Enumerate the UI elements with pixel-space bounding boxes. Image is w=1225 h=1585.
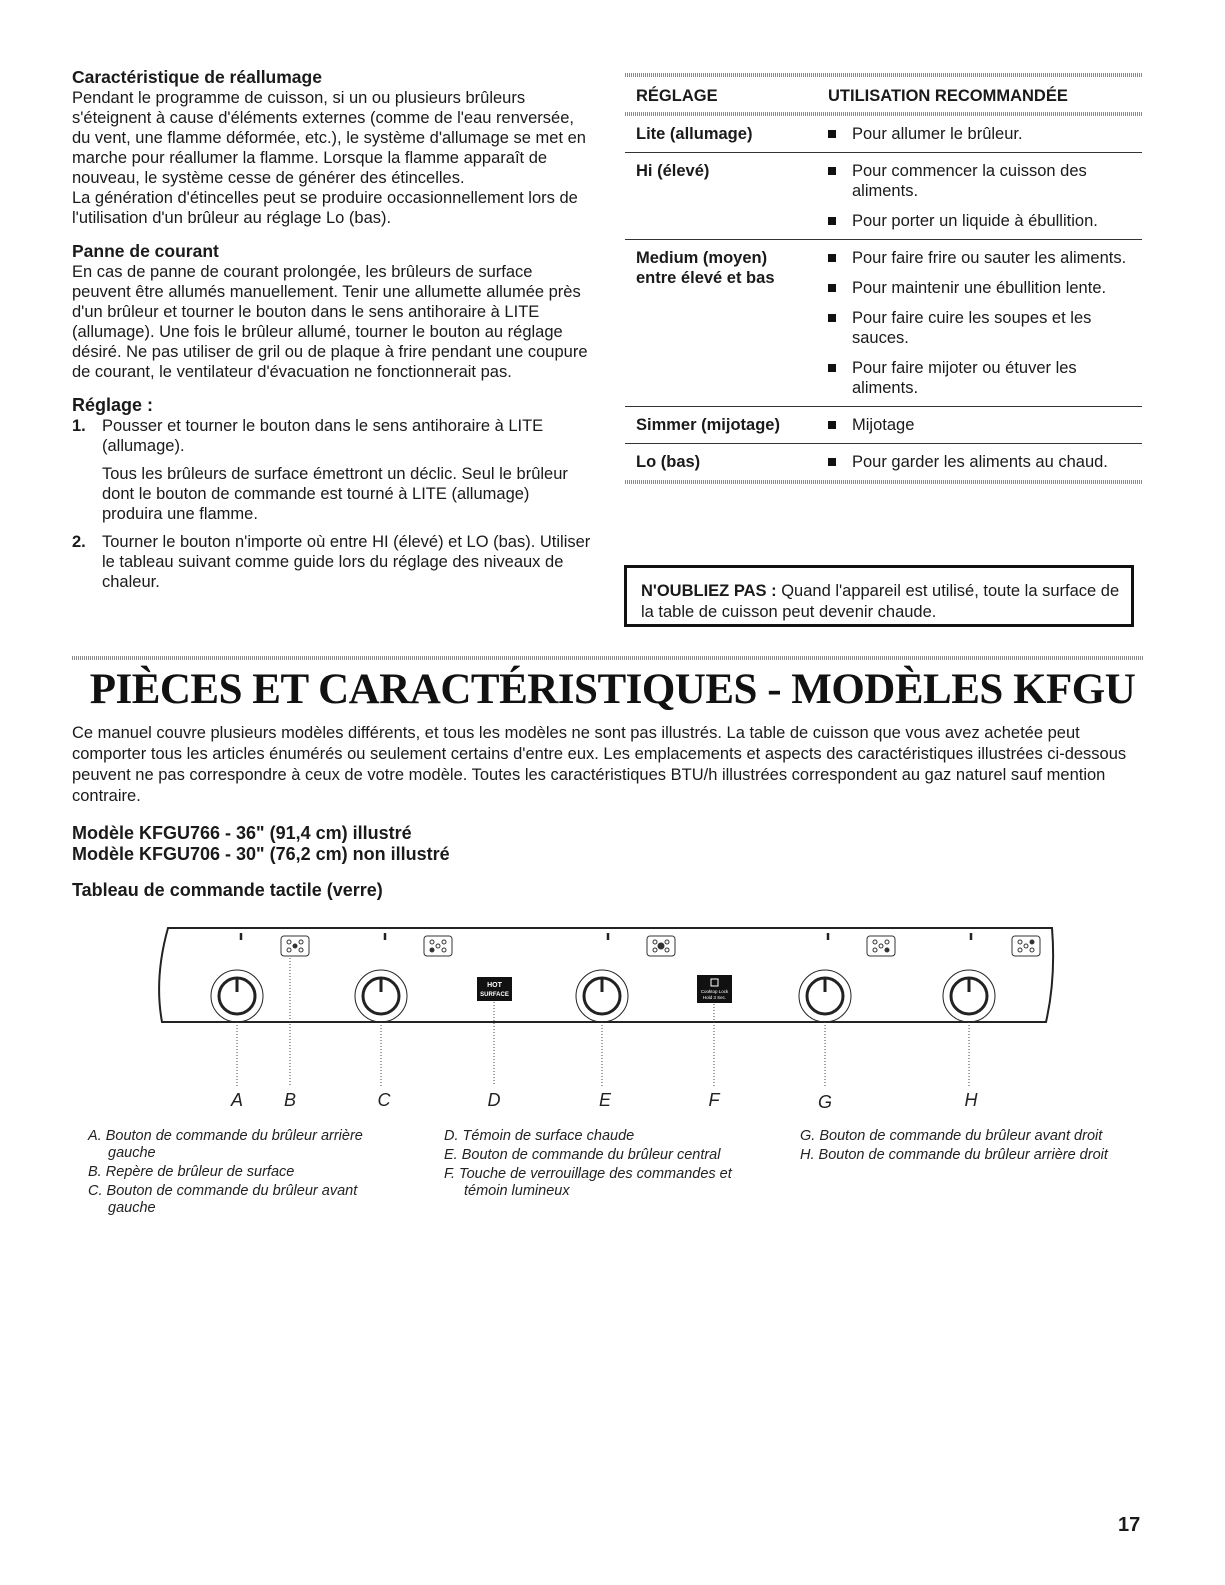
page-number: 17 [1118,1514,1141,1536]
control-panel-diagram [150,918,1060,1118]
hot-label: HOT [487,982,502,989]
row-label: Hi (élevé) [636,162,710,180]
surface-burner-marker-icon [1012,936,1040,956]
reminder-box [624,565,1134,627]
step-item [72,416,592,524]
reignition-heading: Caractéristique de réallumage [72,67,322,87]
table-bottom-rule [625,480,1142,484]
list-item: Mijotage [828,415,1142,435]
table-row [625,116,1142,152]
setting-heading: Réglage : [72,395,154,415]
row-label: Simmer (mijotage) [636,416,780,434]
list-item: Pour allumer le brûleur. [828,124,1142,144]
burner-knob-icon [799,970,851,1022]
list-item: Pour faire frire ou sauter les aliments. [828,248,1142,268]
header-setting: RÉGLAGE [636,87,718,105]
burner-markers [281,936,1040,956]
model-line: Modèle KFGU706 - 30" (76,2 cm) non illustré [72,844,450,864]
power-failure-paragraph: En cas de panne de courant prolongée, les brûleurs de surface peuvent être allumés manuellement. Tenir une allumette allumée près d'un brûleur et tourner le bouton dans le sens antihoraire à LITE (allumage). Une fois le brûleur allumé, tourner le bouton au réglage désiré. Ne pas utiliser de gril ou de plaque à frire pendant une coupure de courant, le ventilateur d'évacuation ne fonctionnerait pas. [72,263,588,381]
settings-table [625,73,1142,484]
section-divider [72,656,1144,660]
step-text: Pousser et tourner le bouton dans le sens antihoraire à LITE (allumage). [102,417,544,455]
callout-letter: C [377,1090,391,1110]
step-text: Tourner le bouton n'importe où entre HI (élevé) et LO (bas). Utiliser le tableau suivant comme guide lors du réglage des niveaux de chaleur. [102,533,591,591]
burner-knob-icon [943,970,995,1022]
legend-item: D. Témoin de surface chaude [444,1128,635,1144]
legend-item: G. Bouton de commande du brûleur avant droit [800,1128,1103,1144]
bullet-square-icon [828,217,836,225]
reignition-section [72,66,592,228]
surface-burner-marker-icon [281,936,309,956]
callout-letter: H [964,1090,978,1110]
bullet-square-icon [828,364,836,372]
bullet-square-icon [828,421,836,429]
reignition-paragraph-2: La génération d'étincelles peut se produire occasionnellement lors de l'utilisation d'un brûleur au réglage Lo (bas). [72,189,578,227]
bullet-square-icon [828,284,836,292]
reminder-label: N'OUBLIEZ PAS : [641,582,777,600]
legend-item: C. Bouton de commande du brûleur avant gauche [88,1183,358,1216]
row-label: Lite (allumage) [636,125,753,143]
list-item: Pour maintenir une ébullition lente. [828,278,1142,298]
lock-hold-label: Hold 3 Sec. [702,995,727,1000]
cooktop-lock-key [697,975,732,1003]
surface-burner-marker-icon [424,936,452,956]
legend-item: A. Bouton de commande du brûleur arrière gauche [88,1128,363,1161]
bullet-square-icon [828,167,836,175]
bullet-square-icon [828,314,836,322]
reignition-paragraph: Pendant le programme de cuisson, si un ou plusieurs brûleurs s'éteignent à cause d'éléments externes (comme de l'eau renversée, du vent, une flamme déformée, etc.), le système d'allumage se met en marche pour réallumer la flamme. Lorsque la flamme apparaît de nouveau, le système cesse de générer des étincelles. [72,89,586,187]
left-column [72,66,592,604]
power-failure-section [72,240,592,382]
legend-item: H. Bouton de commande du brûleur arrière droit [800,1147,1108,1163]
setting-steps [72,416,592,592]
table-row [625,152,1142,239]
power-failure-heading: Panne de courant [72,241,219,261]
step-item [72,532,592,592]
table-row [625,406,1142,443]
list-item: Pour faire mijoter ou étuver les aliments. [828,358,1142,398]
burner-knob-icon [576,970,628,1022]
callout-letter: D [487,1090,501,1110]
legend-item: E. Bouton de commande du brûleur central [444,1147,721,1163]
knobs [211,970,995,1022]
legend-col-3 [800,1128,1120,1166]
lock-label: Cooktop Lock [700,989,729,994]
table-row [625,443,1142,480]
control-panel-heading: Tableau de commande tactile (verre) [72,880,383,900]
step-number: 1. [72,417,86,435]
list-item: Pour garder les aliments au chaud. [828,452,1142,472]
page-title: PIÈCES ET CARACTÉRISTIQUES - MODÈLES KFGU [89,666,1136,713]
header-usage: UTILISATION RECOMMANDÉE [828,87,1068,105]
callout-letter: F [708,1090,720,1110]
legend-item: B. Repère de brûleur de surface [88,1164,295,1180]
burner-knob-icon [355,970,407,1022]
row-label: Medium (moyen) entre élevé et bas [636,249,775,287]
callout-letter: G [817,1092,833,1112]
legend-col-1 [88,1128,408,1219]
legend-item: F. Touche de verrouillage des commandes et témoin lumineux [444,1166,732,1199]
callout-letter: B [283,1090,297,1110]
bullet-square-icon [828,254,836,262]
step-text: Tous les brûleurs de surface émettront un déclic. Seul le brûleur dont le bouton de commande est tourné à LITE (allumage) produira une flamme. [102,465,568,523]
hot-surface-indicator [477,977,512,1001]
surface-burner-marker-icon [867,936,895,956]
tick-marks [241,933,971,940]
legend-col-2 [444,1128,774,1202]
table-row [625,239,1142,406]
setting-section [72,394,592,592]
panel-outline [159,928,1053,1022]
callout-letter: E [598,1090,612,1110]
surface-burner-marker-icon [647,936,675,956]
bullet-square-icon [828,130,836,138]
surface-label: SURFACE [480,992,509,998]
reminder-text: Quand l'appareil est utilisé, toute la surface de la table de cuisson peut devenir chaude. [641,582,1120,621]
step-number: 2. [72,533,86,551]
table-header [625,77,1142,112]
row-label: Lo (bas) [636,453,701,471]
callout-letter: A [230,1090,244,1110]
list-item: Pour porter un liquide à ébullition. [828,211,1142,231]
model-line: Modèle KFGU766 - 36" (91,4 cm) illustré [72,823,412,843]
intro-paragraph: Ce manuel couvre plusieurs modèles différents, et tous les modèles ne sont pas illustrés. La table de cuisson que vous avez achetée peut comporter tous les articles énumérés ou seulement certains d'entre eux. Les emplacements et aspects des caractéristiques illustrées ci-dessous peuvent ne pas correspondre à ceux de votre modèle. Toutes les caractéristiques BTU/h illustrées correspondent au gaz naturel sauf mention contraire. [72,724,1127,805]
burner-knob-icon [211,970,263,1022]
callout-letters [230,1090,979,1112]
model-list [72,823,450,865]
list-item: Pour faire cuire les soupes et les sauces. [828,308,1142,348]
bullet-square-icon [828,458,836,466]
table-body [625,116,1142,480]
list-item: Pour commencer la cuisson des aliments. [828,161,1142,201]
